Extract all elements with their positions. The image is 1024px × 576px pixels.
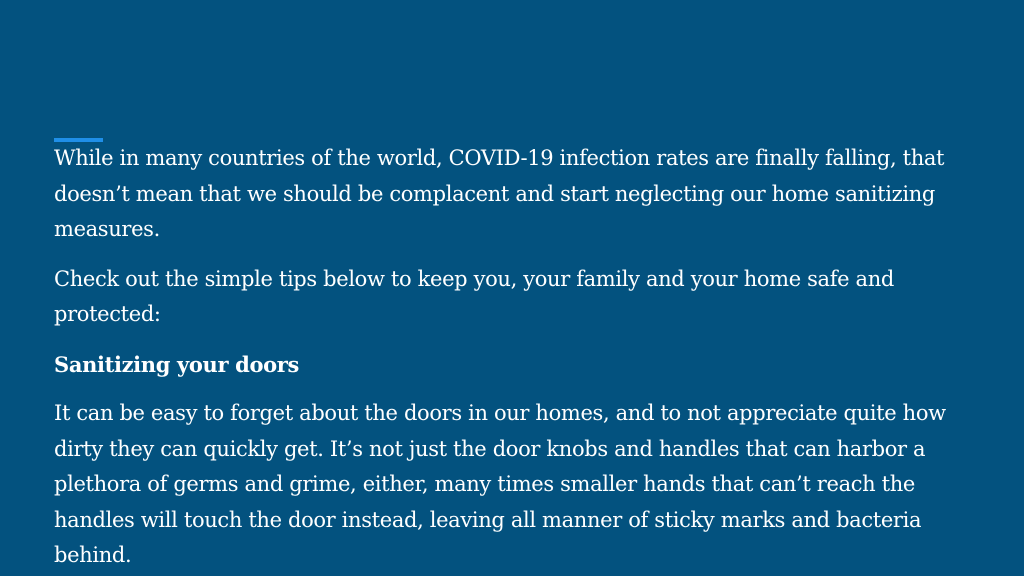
intro-paragraph: While in many countries of the world, COVID-19 infection rates are finally falling, that doesn’t mean that we should be complacent and start neglecting our home sanitizing measures. bbox=[54, 146, 945, 241]
tips-paragraph: Check out the simple tips below to keep you, your family and your home safe and protected: bbox=[54, 266, 894, 326]
section-heading: Sanitizing your doors bbox=[54, 351, 299, 377]
body-paragraph: It can be easy to forget about the doors in our homes, and to not appreciate quite how dirty they can quickly get. It’s not just the door knobs and handles that can harbor a plethora of germs and grime, either, many times smaller hands that can’t reach the handles will touch the door instead, leaving all manner of sticky marks and bacteria behind. bbox=[54, 401, 946, 567]
slide-content bbox=[54, 141, 984, 576]
